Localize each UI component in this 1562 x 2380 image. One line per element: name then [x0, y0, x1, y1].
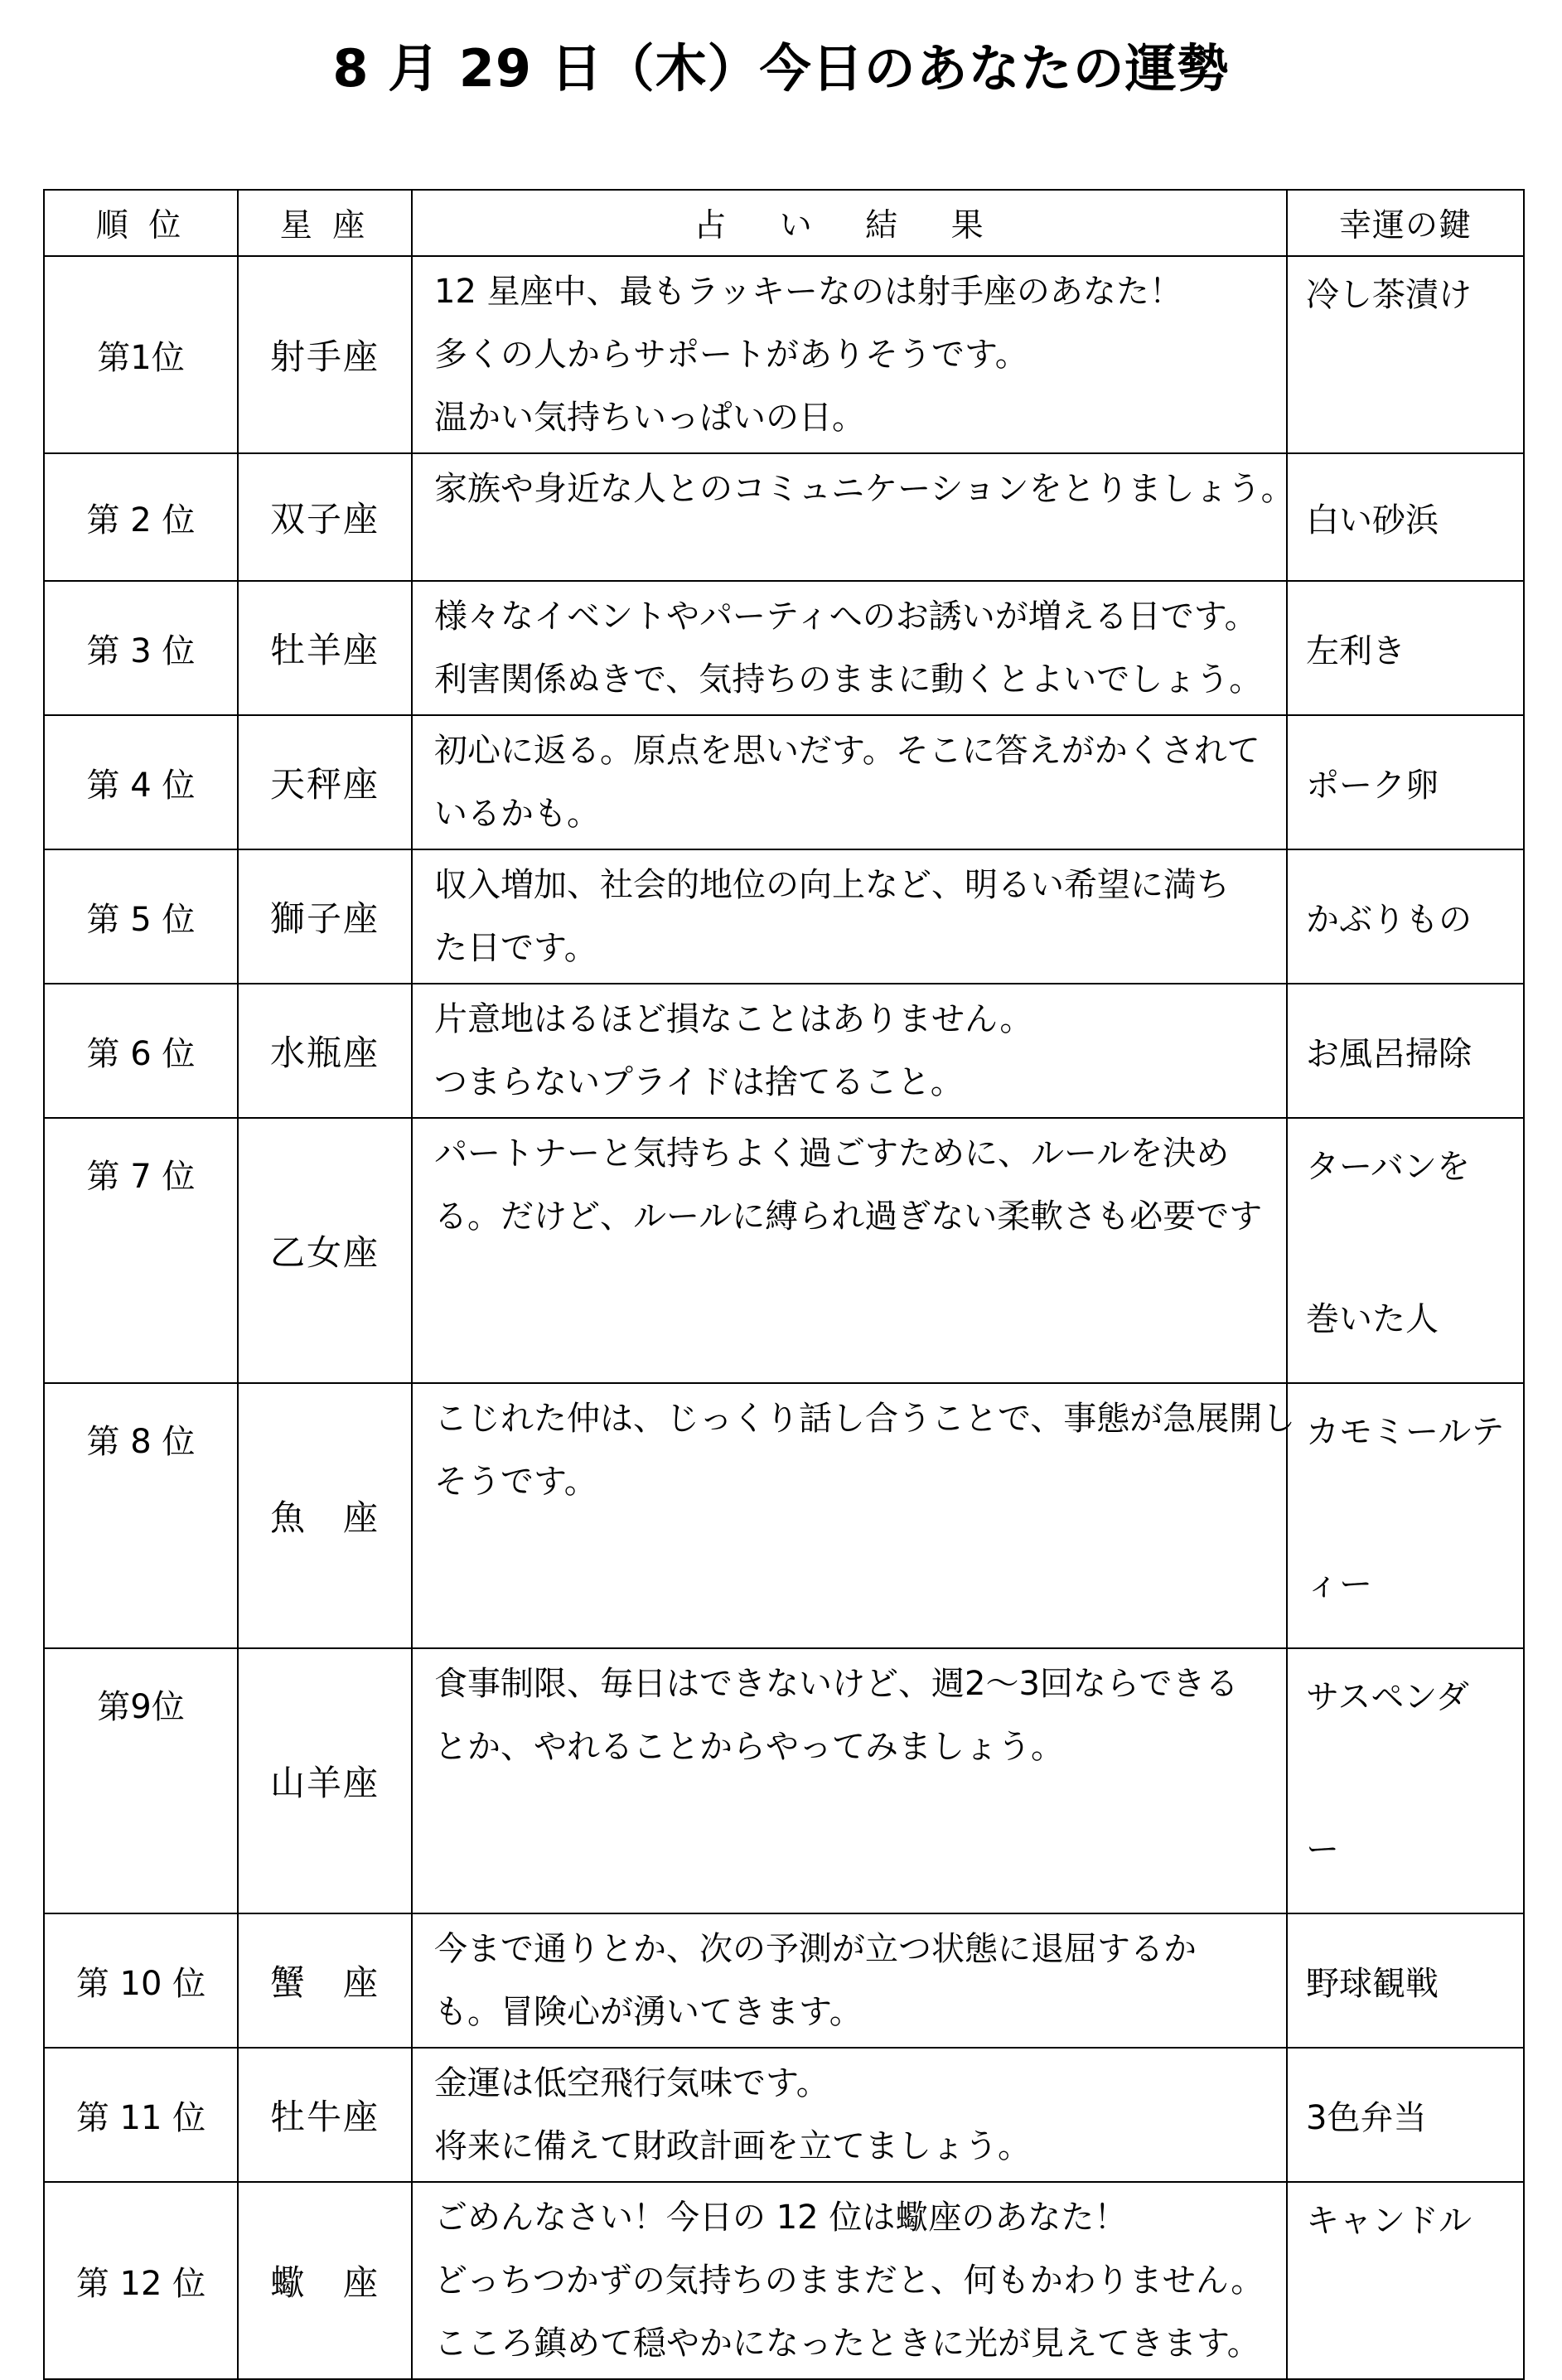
- key-line: 白い砂浜: [1306, 501, 1439, 539]
- rank-cell: 第 12 位: [44, 2182, 238, 2379]
- table-row: [44, 1118, 1524, 1383]
- key-line: お風呂掃除: [1306, 1034, 1472, 1073]
- result-line: も。冒険心が湧いてきます。: [434, 1993, 863, 2031]
- result-cell: [412, 581, 1287, 715]
- result-line: る。だけど、ルールに縛られ過ぎない柔軟さも必要です: [434, 1197, 1263, 1236]
- result-line: いるかも。: [434, 795, 600, 833]
- result-line: 将来に備えて財政計画を立てましょう。: [434, 2127, 1031, 2165]
- rank-cell: 第 4 位: [44, 715, 238, 849]
- table-row: [44, 256, 1524, 453]
- result-line: 食事制限、毎日はできないけど、週2～3回ならできる: [434, 1665, 1239, 1703]
- result-line: 12 星座中、最もラッキーなのは射手座のあなた！: [434, 273, 1182, 311]
- key-line: かぶりもの: [1306, 900, 1472, 939]
- key-line: サスペンダ: [1306, 1678, 1469, 1716]
- sign-cell: 蠍 座: [238, 2182, 412, 2379]
- sign-cell: 山羊座: [238, 1648, 412, 1913]
- rank-cell: 第 2 位: [44, 453, 238, 581]
- result-cell: [412, 256, 1287, 453]
- rank-cell: 第 10 位: [44, 1913, 238, 2048]
- sign-cell: 乙女座: [238, 1118, 412, 1383]
- key-line: 巻いた人: [1306, 1300, 1439, 1338]
- key-line: 野球観戦: [1306, 1964, 1439, 2003]
- header-sign: 星 座: [238, 190, 412, 256]
- table-row: [44, 1383, 1524, 1648]
- result-line: 片意地はるほど損なことはありません。: [434, 1000, 1033, 1038]
- result-line: こじれた仲は、じっくり話し合うことで、事態が急展開し: [434, 1400, 1296, 1438]
- table-row: [44, 581, 1524, 715]
- key-line: ターバンを: [1306, 1148, 1470, 1186]
- result-cell: [412, 1913, 1287, 2048]
- table-row: [44, 984, 1524, 1118]
- table-row: [44, 1913, 1524, 2048]
- result-cell: [412, 715, 1287, 849]
- rank-cell: 第 11 位: [44, 2048, 238, 2182]
- result-line: 初心に返る。原点を思いだす。そこに答えがかくされて: [434, 732, 1260, 770]
- result-line: 温かい気持ちいっぱいの日。: [434, 399, 865, 437]
- result-line: どっちつかずの気持ちのままだと、何もかわりません。: [434, 2261, 1265, 2300]
- result-line: そうです。: [434, 1463, 597, 1501]
- result-cell: [412, 984, 1287, 1118]
- result-cell: [412, 1118, 1287, 1383]
- fortune-table: [43, 189, 1525, 2380]
- key-cell: [1287, 849, 1524, 984]
- table-row: [44, 2048, 1524, 2182]
- result-line: た日です。: [434, 929, 597, 967]
- sign-cell: 蟹 座: [238, 1913, 412, 2048]
- result-cell: [412, 2182, 1287, 2379]
- rank-cell: 第9位: [44, 1648, 238, 1913]
- page-title: 8 月 29 日（木）今日のあなたの運勢: [332, 38, 1230, 99]
- header-result: 占 い 結 果: [412, 190, 1287, 256]
- key-cell: [1287, 453, 1524, 581]
- table-row: [44, 1648, 1524, 1913]
- sign-cell: 天秤座: [238, 715, 412, 849]
- result-cell: [412, 849, 1287, 984]
- key-line: 冷し茶漬け: [1306, 276, 1472, 314]
- result-cell: [412, 1648, 1287, 1913]
- rank-cell: 第 5 位: [44, 849, 238, 984]
- result-line: こころ鎮めて穏やかになったときに光が見えてきます。: [434, 2324, 1260, 2363]
- key-line: キャンドル: [1306, 2202, 1472, 2240]
- key-line: 3色弁当: [1306, 2098, 1427, 2137]
- key-cell: [1287, 1913, 1524, 2048]
- key-cell: [1287, 715, 1524, 849]
- key-cell: [1287, 2182, 1524, 2379]
- key-cell: [1287, 1118, 1524, 1383]
- rank-cell: 第 7 位: [44, 1118, 238, 1383]
- result-line: パートナーと気持ちよく過ごすために、ルールを決め: [434, 1134, 1230, 1173]
- key-cell: [1287, 256, 1524, 453]
- result-line: 多くの人からサポートがありそうです。: [434, 336, 1028, 374]
- result-line: 収入増加、社会的地位の向上など、明るい希望に満ち: [434, 866, 1230, 904]
- result-line: 様々なイベントやパーティへのお誘いが増える日です。: [434, 597, 1258, 636]
- header-rank: 順 位: [44, 190, 238, 256]
- table-row: [44, 849, 1524, 984]
- table-row: [44, 453, 1524, 581]
- table-row: [44, 715, 1524, 849]
- key-cell: [1287, 581, 1524, 715]
- rank-cell: 第 6 位: [44, 984, 238, 1118]
- key-line: ィー: [1306, 1565, 1372, 1604]
- sign-cell: 水瓶座: [238, 984, 412, 1118]
- key-cell: [1287, 1383, 1524, 1648]
- table-row: [44, 2182, 1524, 2379]
- result-cell: [412, 1383, 1296, 1648]
- sign-cell: 牡牛座: [238, 2048, 412, 2182]
- table-header-row: [44, 190, 1524, 256]
- result-line: とか、やれることからやってみましょう。: [434, 1728, 1064, 1766]
- sign-cell: 牡羊座: [238, 581, 412, 715]
- key-line: ポーク卵: [1306, 766, 1439, 805]
- key-line: ー: [1306, 1831, 1339, 1869]
- result-line: 今まで通りとか、次の予測が立つ状態に退屈するか: [434, 1930, 1197, 1968]
- key-line: 左利き: [1306, 631, 1405, 670]
- result-cell: [412, 453, 1294, 581]
- result-line: 金運は低空飛行気味です。: [434, 2064, 829, 2102]
- key-cell: [1287, 984, 1524, 1118]
- result-line: 家族や身近な人とのコミュニケーションをとりましょう。: [434, 470, 1294, 508]
- sign-cell: 魚 座: [238, 1383, 412, 1648]
- rank-cell: 第 3 位: [44, 581, 238, 715]
- result-line: 利害関係ぬきで、気持ちのままに動くとよいでしょう。: [434, 660, 1263, 699]
- sign-cell: 双子座: [238, 453, 412, 581]
- result-line: つまらないプライドは捨てること。: [434, 1063, 964, 1101]
- key-cell: [1287, 1648, 1524, 1913]
- rank-cell: 第1位: [44, 256, 238, 453]
- key-line: カモミールテ: [1306, 1413, 1505, 1451]
- result-cell: [412, 2048, 1287, 2182]
- sign-cell: 射手座: [238, 256, 412, 453]
- sign-cell: 獅子座: [238, 849, 412, 984]
- result-line: ごめんなさい！今日の 12 位は蠍座のあなた！: [434, 2199, 1128, 2237]
- header-key: 幸運の鍵: [1287, 190, 1524, 256]
- rank-cell: 第 8 位: [44, 1383, 238, 1648]
- key-cell: [1287, 2048, 1524, 2182]
